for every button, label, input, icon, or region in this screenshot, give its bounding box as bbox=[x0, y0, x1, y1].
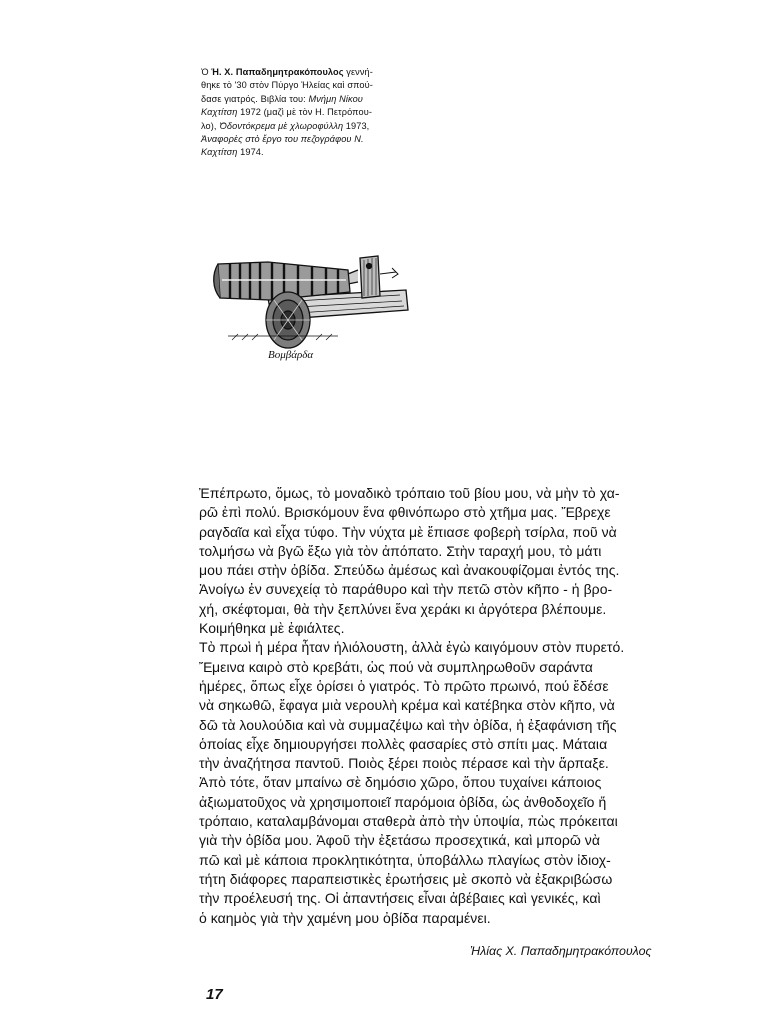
bio-text: 1972 (μαζὶ μὲ τὸν Η. Πετρόπου- bbox=[237, 107, 372, 118]
bio-line: θηκε τὸ '30 στὸν Πύργο Ἠλείας καὶ σπού- bbox=[201, 80, 373, 91]
bio-line bbox=[201, 93, 437, 106]
book-title: Μνήμη Νίκου bbox=[308, 93, 363, 104]
story-line: χή, σκέφτομαι, θὰ τὴν ξεπλύνει ἕνα χεράκι κι ἀργότερα βλέπουμε. bbox=[199, 600, 607, 617]
bio-text: Ὁ bbox=[201, 67, 212, 77]
bio-text: 1974. bbox=[237, 147, 264, 158]
bio-line bbox=[201, 120, 437, 133]
bio-line bbox=[201, 133, 437, 146]
bio-text: δασε γιατρός. Βιβλία του: bbox=[201, 93, 309, 104]
story-line: τρόπαιο, καταλαμβάνομαι σταθερὰ ἀπὸ τὴν ὑποψία, πὼς πρόκειται bbox=[199, 813, 618, 830]
story-line: γιὰ τὴν ὀβίδα μου. Ἀφοῦ τὴν ἐξετάσω προσεχτικά, καὶ μπορῶ νὰ bbox=[199, 832, 601, 849]
bio-line bbox=[201, 106, 437, 119]
page-number: 17 bbox=[206, 986, 223, 1003]
story-line: μου πάει στὴν ὀβίδα. Σπεύδω ἀμέσως καὶ ἀνακουφίζομαι ἐντός της. bbox=[199, 562, 620, 579]
story-line: Τὸ πρωὶ ἡ μέρα ἦταν ἡλιόλουστη, ἀλλὰ ἐγὼ καιγόμουν στὸν πυρετό. bbox=[199, 639, 625, 656]
story-line: Ἐπέπρωτο, ὅμως, τὸ μοναδικὸ τρόπαιο τοῦ βίου μου, νὰ μὴν τὸ χα- bbox=[199, 485, 620, 501]
book-title: Ἀναφορὲς στὸ ἔργο του πεζογράφου Ν. bbox=[201, 134, 364, 145]
story-line: ρῶ ἐπὶ πολύ. Βρισκόμουν ἕνα φθινόπωρο στὸ χτῆμα μας. Ἔβρεχε bbox=[199, 504, 611, 521]
story-line: ὁποίας εἶχε δημιουργήσει πολλὲς φασαρίες στὸ σπίτι μας. Μάταια bbox=[199, 735, 608, 752]
story-line: Ἀπὸ τότε, ὅταν μπαίνω σὲ δημόσιο χῶρο, ὅπου τυχαίνει κάποιος bbox=[199, 774, 602, 791]
story-line: ὁ καημὸς γιὰ τὴν χαμένη μου ὀβίδα παραμένει. bbox=[199, 909, 491, 926]
author-signature: Ἠλίας Χ. Παπαδημητρακόπουλος bbox=[470, 944, 652, 958]
story-line: ραγδαῖα καὶ εἶχα τύφο. Τὴν νύχτα μὲ ἔπιασε φοβερὴ τσίρλα, ποῦ νὰ bbox=[199, 523, 617, 540]
story-line: Ἔμεινα καιρὸ στὸ κρεβάτι, ὡς πού νὰ συμπληρωθοῦν σαράντα bbox=[199, 658, 593, 675]
book-title: Καχτίτση bbox=[201, 107, 238, 118]
bio-text: γεννή- bbox=[343, 67, 373, 77]
story-line: τὴν ἀναζήτησα παντοῦ. Ποιὸς ξέρει ποιὸς πέρασε καὶ τὴν ἅρπαξε. bbox=[199, 755, 609, 772]
illustration-caption: Βομβάρδα bbox=[268, 349, 314, 361]
author-name: Ἡ. Χ. Παπαδημητρακόπουλος bbox=[211, 67, 344, 77]
bio-line bbox=[201, 66, 437, 79]
story-line: τήτη διάφορες παραπειστικὲς ἐρωτήσεις μὲ σκοπὸ νὰ ἐξακριβώσω bbox=[199, 870, 613, 887]
story-text bbox=[199, 484, 731, 928]
story-line: νὰ σηκωθῶ, ἔφαγα μιὰ νερουλὴ κρέμα καὶ κατέβηκα στὸν κῆπο, νὰ bbox=[199, 697, 615, 714]
bio-line bbox=[201, 146, 437, 159]
book-title: Ὀδοντόκρεμα μὲ χλωροφύλλη bbox=[219, 120, 344, 131]
bio-text: 1973, bbox=[343, 120, 370, 131]
story-line: δῶ τὰ λουλούδια καὶ νὰ συμμαζέψω καὶ τὴν ὀβίδα, ἡ ἐξαφάνιση τῆς bbox=[199, 716, 617, 733]
author-bio bbox=[201, 66, 437, 160]
bio-text: λο), bbox=[201, 120, 220, 131]
story-line: Κοιμήθηκα μὲ ἐφιάλτες. bbox=[199, 620, 345, 637]
story-line: πῶ καὶ μὲ κάποια προκλητικότητα, ὑποβάλλω πλαγίως στὸν ἰδιοχ- bbox=[199, 851, 611, 868]
story-line: τολμήσω νὰ βγῶ ἔξω γιὰ τὸν ἀπόπατο. Στὴν ταραχή μου, τὸ μάτι bbox=[199, 542, 602, 559]
story-line: ἀξιωματοῦχος νὰ χρησιμοποιεῖ παρόμοια ὀβίδα, ὡς ἀνθοδοχεῖο ἤ bbox=[199, 793, 607, 810]
story-line: τὴν προέλευσή της. Οἱ ἀπαντήσεις εἶναι ἀβέβαιες καὶ γενικές, καὶ bbox=[199, 890, 601, 907]
book-title: Καχτίτση bbox=[201, 147, 238, 158]
story-line: ἡμέρες, ὅπως εἶχε ὁρίσει ὁ γιατρός. Τὸ πρῶτο πρωινό, πού ἔδέσε bbox=[199, 677, 609, 694]
story-line: Ἀνοίγω ἐν συνεχείᾳ τὸ παράθυρο καὶ τὴν πετῶ στὸν κῆπο - ἡ βρο- bbox=[199, 581, 613, 598]
bombarda-drawing-icon bbox=[208, 240, 428, 352]
